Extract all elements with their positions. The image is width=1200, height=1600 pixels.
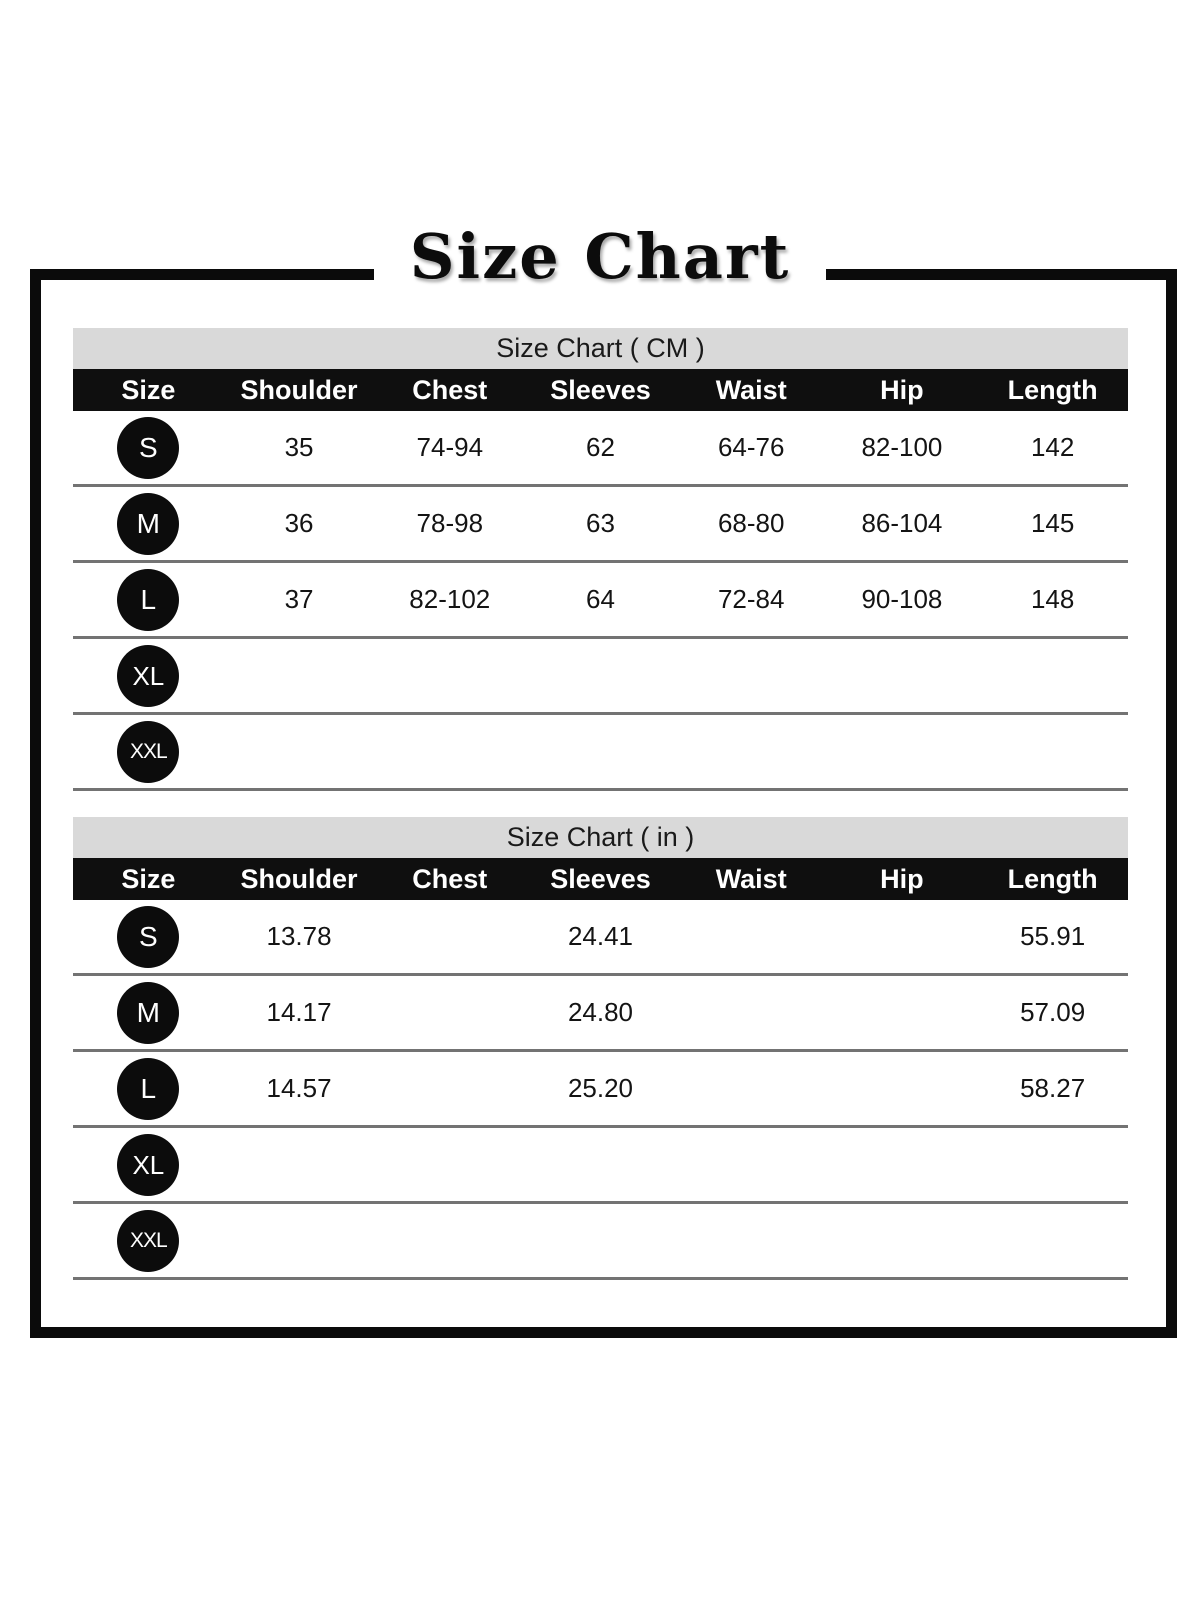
table-caption: Size Chart ( CM ) <box>73 328 1128 369</box>
table-row <box>73 1128 1128 1204</box>
sleeves-cell: 64 <box>586 584 615 614</box>
table-row <box>73 487 1128 563</box>
sleeves-cell: 63 <box>586 508 615 538</box>
shoulder-cell: 37 <box>284 584 314 614</box>
column-header-waist: Waist <box>715 863 787 894</box>
sleeves-cell: 25.20 <box>567 1073 634 1103</box>
chest-cell: 78-98 <box>416 508 484 538</box>
table-row <box>73 715 1128 791</box>
size-cell <box>73 1210 224 1272</box>
table-row <box>73 563 1128 639</box>
size-badge: XL <box>117 645 179 707</box>
size-cell <box>73 569 224 631</box>
chest-cell: 82-102 <box>409 584 491 614</box>
table-row <box>73 411 1128 487</box>
length-cell: 145 <box>1030 508 1075 538</box>
column-header-hip: Hip <box>880 863 924 894</box>
hip-cell: 86-104 <box>861 508 943 538</box>
length-cell: 142 <box>1030 432 1075 462</box>
size-cell <box>73 906 224 968</box>
column-header-sleeves: Sleeves <box>550 374 651 405</box>
table-caption: Size Chart ( in ) <box>73 817 1128 858</box>
size-badge: XXL <box>117 1210 179 1272</box>
size-cell <box>73 417 224 479</box>
sleeves-cell: 24.41 <box>567 921 634 951</box>
column-header-chest: Chest <box>412 374 488 405</box>
column-header-chest: Chest <box>412 863 488 894</box>
shoulder-cell: 13.78 <box>266 921 332 951</box>
table-row <box>73 1204 1128 1280</box>
column-header-shoulder: Shoulder <box>240 374 358 405</box>
table-row <box>73 976 1128 1052</box>
waist-cell: 72-84 <box>717 584 785 614</box>
column-header-length: Length <box>1007 863 1098 894</box>
column-header-length: Length <box>1007 374 1098 405</box>
shoulder-cell: 35 <box>284 432 314 462</box>
hip-cell: 82-100 <box>861 432 943 462</box>
length-cell: 58.27 <box>1020 1073 1086 1103</box>
size-badge: S <box>117 906 179 968</box>
sleeves-cell: 62 <box>586 432 615 462</box>
waist-cell: 64-76 <box>717 432 785 462</box>
column-header-sleeves: Sleeves <box>550 863 651 894</box>
size-cell <box>73 493 224 555</box>
page-title: Size Chart <box>409 220 791 293</box>
hip-cell: 90-108 <box>861 584 943 614</box>
size-cell <box>73 1134 224 1196</box>
size-badge: XL <box>117 1134 179 1196</box>
size-cell <box>73 645 224 707</box>
column-header-hip: Hip <box>880 374 924 405</box>
table-row <box>73 639 1128 715</box>
column-header-shoulder: Shoulder <box>240 863 358 894</box>
table-row <box>73 900 1128 976</box>
length-cell: 57.09 <box>1020 997 1086 1027</box>
chest-cell: 74-94 <box>416 432 484 462</box>
size-cell <box>73 982 224 1044</box>
column-header-waist: Waist <box>715 374 787 405</box>
shoulder-cell: 14.17 <box>266 997 332 1027</box>
waist-cell: 68-80 <box>717 508 785 538</box>
size-table-in <box>73 817 1128 1280</box>
size-badge: S <box>117 417 179 479</box>
table-header-row <box>73 858 1128 900</box>
size-cell <box>73 1058 224 1120</box>
size-badge: L <box>117 1058 179 1120</box>
column-header-size: Size <box>121 863 176 894</box>
size-badge: XXL <box>117 721 179 783</box>
size-cell <box>73 721 224 783</box>
table-row <box>73 1052 1128 1128</box>
size-badge: M <box>117 982 179 1044</box>
shoulder-cell: 36 <box>284 508 314 538</box>
column-header-size: Size <box>121 374 176 405</box>
length-cell: 148 <box>1030 584 1075 614</box>
size-badge: M <box>117 493 179 555</box>
sleeves-cell: 24.80 <box>567 997 634 1027</box>
table-header-row <box>73 369 1128 411</box>
length-cell: 55.91 <box>1020 921 1086 951</box>
shoulder-cell: 14.57 <box>266 1073 332 1103</box>
size-badge: L <box>117 569 179 631</box>
size-table-cm <box>73 328 1128 791</box>
